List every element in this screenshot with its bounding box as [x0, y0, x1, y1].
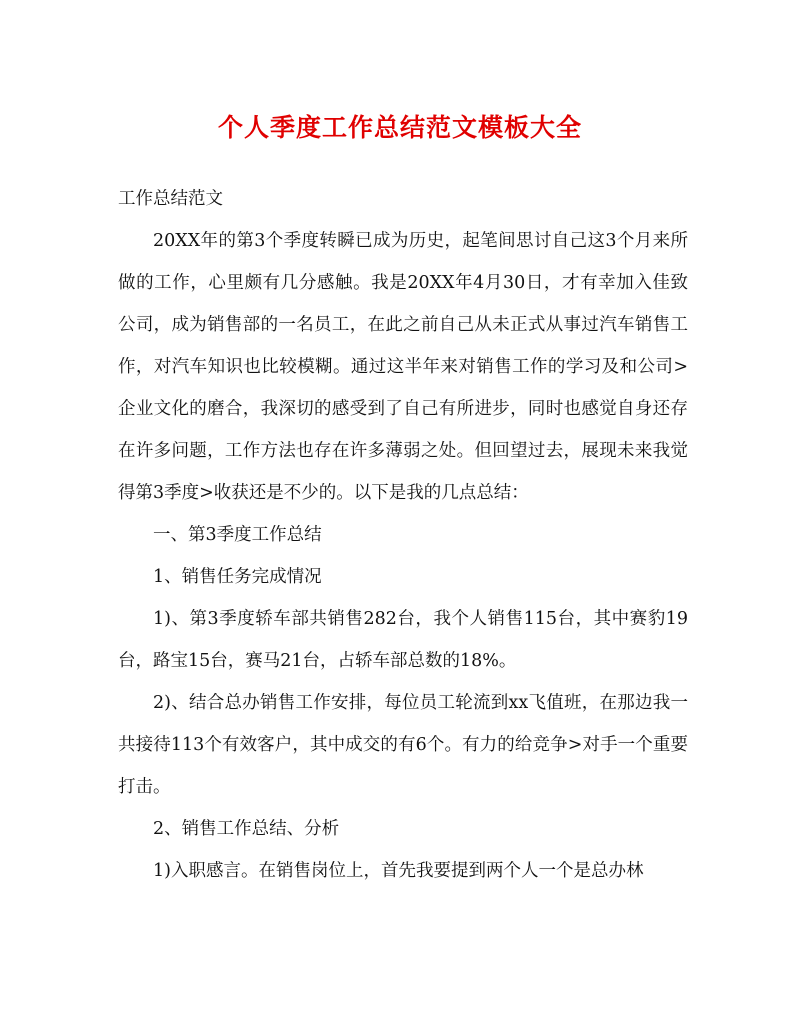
paragraph-sales-figures: 1)、第3季度轿车部共销售282台，我个人销售115台，其中赛豹19台，路宝15台，赛马21台，占轿车部总数的18%。	[118, 609, 688, 671]
paragraph-heading: 工作总结范文	[118, 189, 223, 209]
paragraph-intro: 20XX年的第3个季度转瞬已成为历史，起笔间思讨自己这3个月来所做的工作，心里颇有几分感触。我是20XX年4月30日，才有幸加入佳致公司，成为销售部的一名员工，在此之前自己从未正式从事过汽车销售工作，对汽车知识也比较模糊。通过这半年来对销售工作的学习及和公司>企业文化的磨合，我深切的感受到了自己有所进步，同时也感觉自身还存在许多问题，工作方法也存在许多薄弱之处。但回望过去，展现未来我觉得第3季度>收获还是不少的。以下是我的几点总结：	[118, 231, 688, 503]
paragraph-onboarding: 1)入职感言。在销售岗位上，首先我要提到两个人一个是总办林	[153, 861, 644, 881]
document-title: 个人季度工作总结范文模板大全	[217, 113, 582, 142]
document-body	[118, 178, 688, 892]
paragraph-duty-reception: 2)、结合总办销售工作安排，每位员工轮流到xx飞值班，在那边我一共接待113个有效客户，其中成交的有6个。有力的给竞争>对手一个重要打击。	[118, 693, 688, 797]
subsection-heading-sales-analysis: 2、销售工作总结、分析	[153, 819, 340, 839]
section-heading-q3-summary: 一、第3季度工作总结	[153, 525, 322, 545]
subsection-heading-sales-task: 1、销售任务完成情况	[153, 567, 322, 587]
